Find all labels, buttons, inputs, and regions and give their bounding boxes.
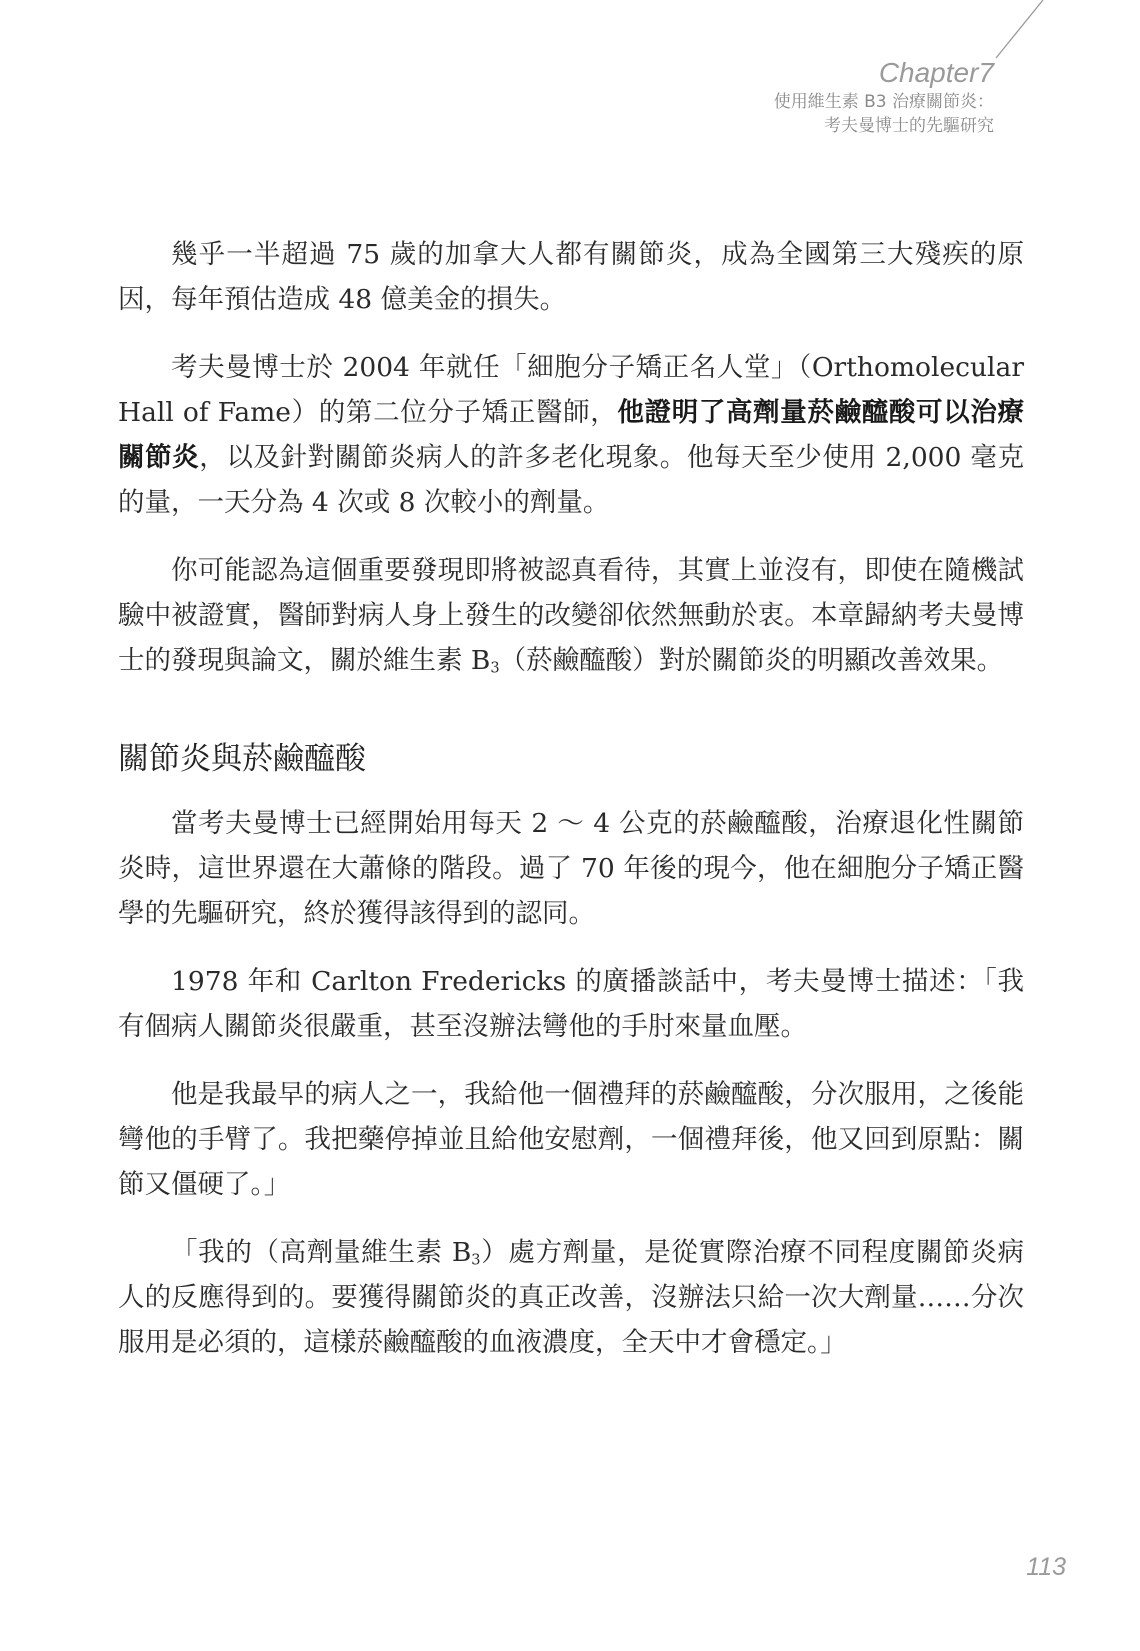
section-heading: 關節炎與菸鹼醯酸 <box>118 741 366 777</box>
paragraph-2-text-end: ，以及針對關節炎病人的許多老化現象。他每天至少使用 2,000 毫克的量，一天分為 4 次或 8 次較小的劑量。 <box>118 442 1025 518</box>
paragraph-4: 當考夫曼博士已經開始用每天 2 ～ 4 公克的菸鹼醯酸，治療退化性關節炎時，這世界還在大蕭條的階段。過了 70 年後的現今，他在細胞分子矯正醫學的先驅研究，終於獲得該得到的認同。 <box>118 808 1024 929</box>
paragraph-2 <box>118 345 1024 525</box>
paragraph-6: 他是我最早的病人之一，我給他一個禮拜的菸鹼醯酸，分次服用，之後能彎他的手臂了。我把藥停掉並且給他安慰劑，一個禮拜後，他又回到原點：關節又僵硬了。」 <box>118 1079 1024 1200</box>
paragraph-3-subscript: 3 <box>490 659 500 677</box>
paragraph-7 <box>118 1230 1024 1365</box>
paragraph-7-text-end: ）處方劑量，是從實際治療不同程度關節炎病人的反應得到的。要獲得關節炎的真正改善，沒辦法只給一次大劑量……分次服用是必須的，這樣菸鹼醯酸的血液濃度，全天中才會穩定。」 <box>118 1237 1024 1358</box>
paragraph-7-text-start: 「我的（高劑量維生素 B <box>171 1237 472 1268</box>
chapter-header <box>774 56 994 138</box>
paragraph-3-text-end: （菸鹼醯酸）對於關節炎的明顯改善效果。 <box>499 645 1004 676</box>
chapter-label: Chapter7 <box>878 57 994 88</box>
paragraph-5: 1978 年和 Carlton Fredericks 的廣播談話中，考夫曼博士描述：「我有個病人關節炎很嚴重，甚至沒辦法彎他的手肘來量血壓。 <box>118 966 1024 1042</box>
paragraph-2-text-start: 考夫曼博士於 2004 年就任「細胞分子矯正名人堂」（Orthomolecular Hall of Fame）的第二位分子矯正醫師， <box>118 352 1024 428</box>
paragraph-1: 幾乎一半超過 75 歲的加拿大人都有關節炎，成為全國第三大殘疾的原因，每年預估造成 48 億美金的損失。 <box>118 239 1024 315</box>
paragraph-2-bold-claim: 他證明了高劑量菸鹼醯酸可以治療關節炎 <box>118 397 1024 473</box>
page-body <box>118 232 1024 1388</box>
page-number: 113 <box>1026 1553 1066 1581</box>
paragraph-3-text-start: 你可能認為這個重要發現即將被認真看待，其實上並沒有，即使在隨機試驗中被證實，醫師對病人身上發生的改變卻依然無動於衷。本章歸納考夫曼博士的發現與論文，關於維生素 B <box>118 555 1024 676</box>
paragraph-7-subscript: 3 <box>471 1251 481 1269</box>
chapter-title-line-2: 考夫曼博士的先驅研究 <box>824 116 994 136</box>
paragraph-3 <box>118 548 1024 683</box>
chapter-title-line-1: 使用維生素 B3 治療關節炎： <box>773 92 994 112</box>
